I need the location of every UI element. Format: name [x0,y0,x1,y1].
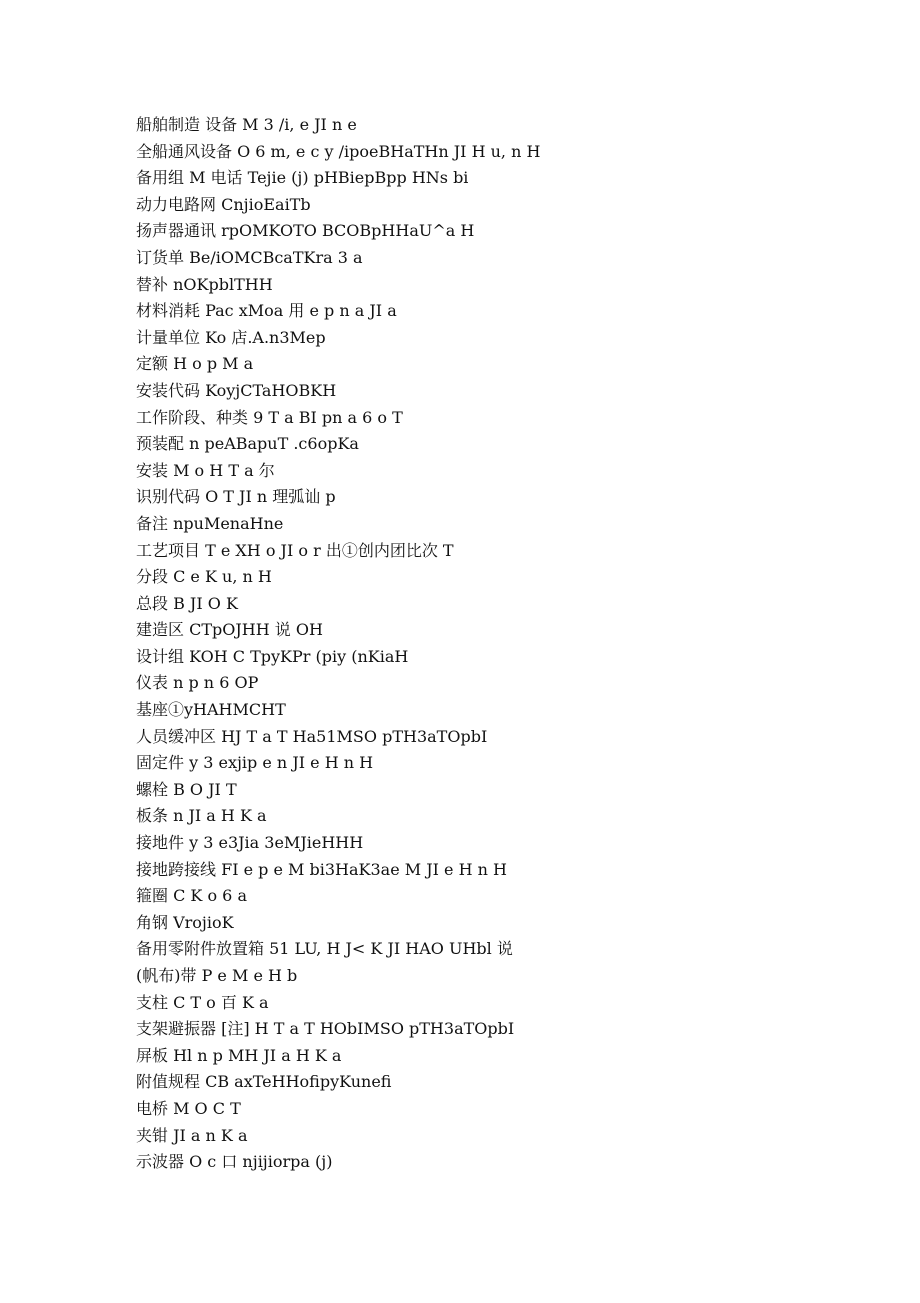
glossary-line: 角钢 VrojioK [136,912,234,932]
glossary-line: 安装代码 KoyjCTaHOBKH [136,380,337,400]
glossary-line: 支柱 C T o 百 K a [136,992,269,1012]
glossary-line: 夹钳 JI a n K a [136,1125,248,1145]
glossary-line: 接地跨接线 FI e p e M bi3HaK3ae M JI e H n H [136,859,507,879]
glossary-line: (帆布)带 P e M e H b [136,966,298,985]
glossary-line: 分段 C e K u, n H [136,567,272,587]
glossary-line: 材料消耗 Pac xMoa 用 e p n a JI a [136,301,397,321]
glossary-line: 示波器 O c 口 njijiorpa (j) [136,1152,333,1172]
glossary-line: 备注 npuMenaHne [136,513,284,533]
glossary-line: 支架避振器 [注] H T a T HObIMSO pTH3aTOpbI [136,1019,515,1039]
glossary-line: 替补 nOKpblTHH [136,274,273,294]
glossary-line: 附值规程 CB axTeHHofipyKunefi [136,1072,392,1092]
glossary-line: 动力电路网 CnjioEaiTb [136,194,311,214]
glossary-line: 安装 M o H T a 尔 [136,460,275,480]
glossary-line: 固定件 y 3 exjip e n JI e H n H [136,753,374,773]
glossary-line: 接地件 y 3 e3Jia 3eMJieHHH [136,833,364,853]
glossary-line: 箍圈 C K o 6 a [136,886,247,906]
glossary-line: 全船通风设备 O 6 m, e c y /ipoeBHaTHn JI H u, n H [136,141,541,161]
glossary-line: 计量单位 Ko 店.A.n3Mep [136,327,326,347]
glossary-line: 板条 n JI a H K a [136,806,267,826]
glossary-lines [136,112,856,1176]
glossary-line: 工艺项目 T e XH o JI o r 出①创内团比次 T [136,540,454,560]
glossary-line: 定额 H o p M a [136,354,254,374]
glossary-line: 预装配 n peABapuT .c6opKa [136,434,359,454]
glossary-line: 工作阶段、种类 9 T a BI pn a 6 o T [136,407,403,427]
glossary-line: 仪表 n p n 6 OP [136,673,259,693]
glossary-line: 订货单 Be/iOMCBcaTKra 3 a [136,247,363,267]
glossary-line: 备用组 M 电话 Tejie (j) pHBiepBpp HNs bi [136,168,469,188]
glossary-line: 电桥 M O C T [136,1098,241,1118]
glossary-line: 基座①yHAHMCHT [136,700,286,720]
glossary-line: 识别代码 O T JI n 理弧讪 p [136,487,336,507]
glossary-line: 扬声器通讯 rpOMKOTO BCOBpHHaU^a H [136,221,475,241]
glossary-line: 人员缓冲区 HJ T a T Ha51MSO pTH3aTOpbI [136,726,488,746]
glossary-line: 备用零附件放置箱 51 LU, H J< K JI HAO UHbl 说 [136,939,513,959]
glossary-line: 建造区 CTpOJHH 说 OH [136,620,323,640]
glossary-line: 屏板 Hl n p MH JI a H K a [136,1045,342,1065]
glossary-line: 总段 B JI O K [136,593,238,613]
glossary-line: 螺栓 B O JI T [136,779,237,799]
glossary-line: 设计组 KOH C TpyKPr (piy (nKiaH [136,646,409,666]
glossary-line: 船舶制造 设备 M 3 /i, e JI n e [136,115,357,134]
